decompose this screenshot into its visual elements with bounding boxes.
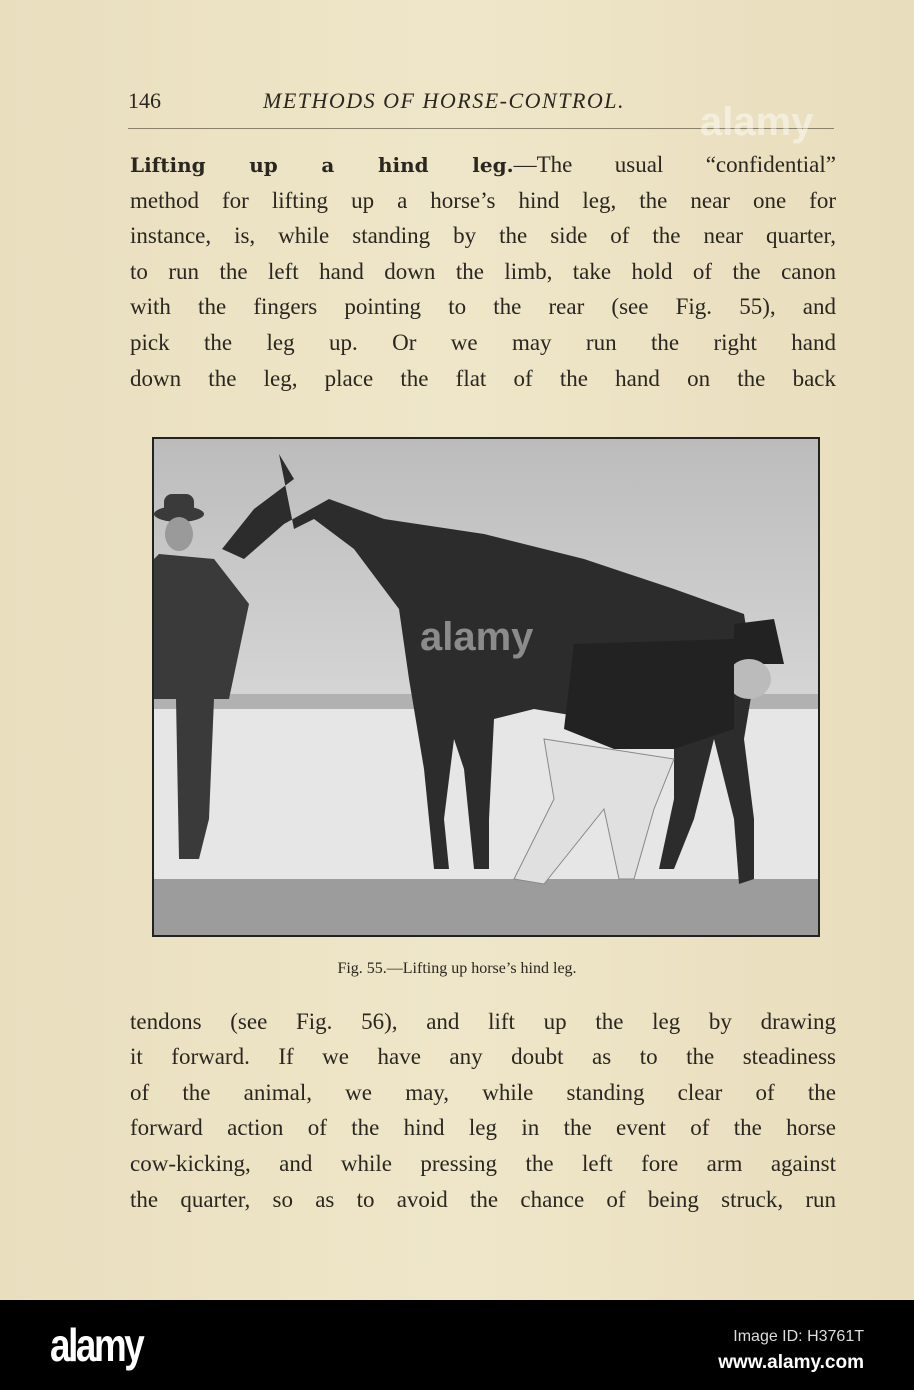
text-line xyxy=(130,328,836,358)
alamy-logo: alamy xyxy=(50,1319,143,1371)
text-content: forward action of the hind leg in the event of the horse xyxy=(130,1115,836,1140)
text-content xyxy=(130,150,836,180)
text-line xyxy=(130,186,836,216)
horse-photo xyxy=(154,439,820,937)
text-content: it forward. If we have any doubt as to the steadiness xyxy=(130,1044,836,1069)
text-line xyxy=(130,1078,836,1108)
watermark-overlay: alamy xyxy=(700,100,814,144)
figure-caption: Fig. 55.—Lifting up horse’s hind leg. xyxy=(337,960,577,977)
text-content: the quarter, so as to avoid the chance of being struck, run xyxy=(130,1187,836,1212)
text-content: with the fingers pointing to the rear (see Fig. 55), and xyxy=(130,294,836,319)
text-content: down the leg, place the flat of the hand on the back xyxy=(130,366,836,391)
text-content: method for lifting up a horse’s hind leg, the near one for xyxy=(130,188,836,213)
text-fragment: —The usual “confidential” xyxy=(513,152,836,177)
figure-photo xyxy=(152,437,820,937)
text-line xyxy=(130,150,836,180)
text-line xyxy=(130,1007,836,1037)
text-line xyxy=(130,364,836,394)
image-id: Image ID: H3761T xyxy=(733,1328,864,1345)
page-number: 146 xyxy=(128,88,161,113)
text-content: pick the leg up. Or we may run the right hand xyxy=(130,330,836,355)
section-heading: Lifting up a hind leg. xyxy=(130,153,514,177)
text-content: cow-kicking, and while pressing the left fore arm against xyxy=(130,1151,836,1176)
text-content: instance, is, while standing by the side of the near quarter, xyxy=(130,223,836,248)
watermark-overlay: alamy xyxy=(420,615,534,659)
text-content: to run the left hand down the limb, take hold of the canon xyxy=(130,259,836,284)
text-line xyxy=(130,1185,836,1215)
text-line xyxy=(130,1042,836,1072)
text-content: of the animal, we may, while standing clear of the xyxy=(130,1080,836,1105)
text-line xyxy=(130,292,836,322)
running-title: METHODS OF HORSE-CONTROL. xyxy=(263,88,625,113)
stock-banner xyxy=(0,1300,914,1390)
text-line xyxy=(130,1113,836,1143)
text-line xyxy=(130,221,836,251)
text-content: tendons (see Fig. 56), and lift up the leg by drawing xyxy=(130,1009,836,1034)
text-line xyxy=(130,257,836,287)
text-line xyxy=(130,1149,836,1179)
site-url: www.alamy.com xyxy=(718,1352,864,1373)
